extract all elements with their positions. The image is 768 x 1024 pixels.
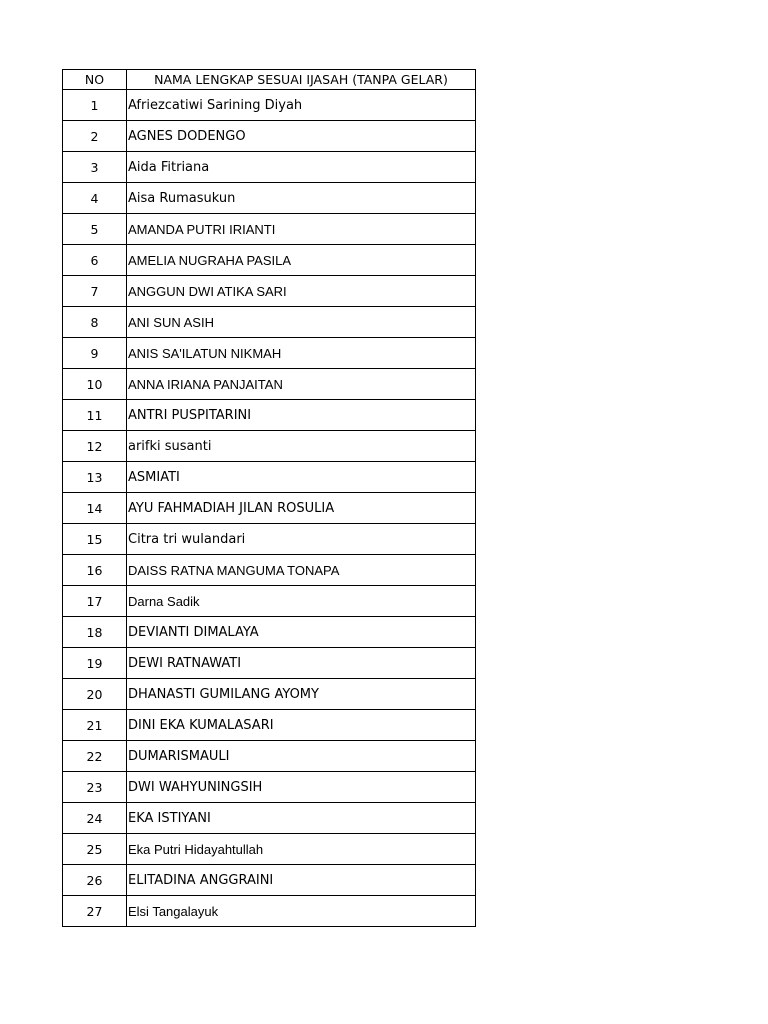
table-header xyxy=(63,70,476,90)
participant-name: DEWI RATNAWATI xyxy=(127,648,476,679)
table-row xyxy=(63,679,476,710)
row-number: 7 xyxy=(63,276,127,307)
participant-name: AMELIA NUGRAHA PASILA xyxy=(127,245,476,276)
table-row xyxy=(63,493,476,524)
row-number: 23 xyxy=(63,772,127,803)
participant-name: DUMARISMAULI xyxy=(127,741,476,772)
participant-name: Eka Putri Hidayahtullah xyxy=(127,834,476,865)
participant-name: ANNA IRIANA PANJAITAN xyxy=(127,369,476,400)
row-number: 20 xyxy=(63,679,127,710)
table-row xyxy=(63,152,476,183)
participant-name: ELITADINA ANGGRAINI xyxy=(127,865,476,896)
participant-name: DHANASTI GUMILANG AYOMY xyxy=(127,679,476,710)
row-number: 5 xyxy=(63,214,127,245)
row-number: 3 xyxy=(63,152,127,183)
participant-name: ANIS SA'ILATUN NIKMAH xyxy=(127,338,476,369)
table-row xyxy=(63,462,476,493)
table-row xyxy=(63,865,476,896)
row-number: 15 xyxy=(63,524,127,555)
table-row xyxy=(63,276,476,307)
row-number: 9 xyxy=(63,338,127,369)
participant-table xyxy=(62,69,476,927)
participant-name: DINI EKA KUMALASARI xyxy=(127,710,476,741)
table-row xyxy=(63,555,476,586)
table-row xyxy=(63,90,476,121)
participant-name: Darna Sadik xyxy=(127,586,476,617)
table-row xyxy=(63,431,476,462)
table-row xyxy=(63,245,476,276)
row-number: 14 xyxy=(63,493,127,524)
row-number: 26 xyxy=(63,865,127,896)
participant-name: ANGGUN DWI ATIKA SARI xyxy=(127,276,476,307)
participant-name: Aida Fitriana xyxy=(127,152,476,183)
header-no: NO xyxy=(63,70,127,90)
table-row xyxy=(63,648,476,679)
table-row xyxy=(63,183,476,214)
table-row xyxy=(63,214,476,245)
participant-name: DEVIANTI DIMALAYA xyxy=(127,617,476,648)
table-row xyxy=(63,121,476,152)
participant-name: ANI SUN ASIH xyxy=(127,307,476,338)
table-body xyxy=(63,90,476,927)
row-number: 25 xyxy=(63,834,127,865)
row-number: 27 xyxy=(63,896,127,927)
row-number: 2 xyxy=(63,121,127,152)
table-row xyxy=(63,524,476,555)
row-number: 10 xyxy=(63,369,127,400)
row-number: 11 xyxy=(63,400,127,431)
header-name: NAMA LENGKAP SESUAI IJASAH (TANPA GELAR) xyxy=(127,70,476,90)
row-number: 12 xyxy=(63,431,127,462)
table-row xyxy=(63,369,476,400)
row-number: 24 xyxy=(63,803,127,834)
table-row xyxy=(63,772,476,803)
row-number: 19 xyxy=(63,648,127,679)
table-row xyxy=(63,617,476,648)
participant-name: ASMIATI xyxy=(127,462,476,493)
row-number: 8 xyxy=(63,307,127,338)
participant-name: Afriezcatiwi Sarining Diyah xyxy=(127,90,476,121)
table-row xyxy=(63,307,476,338)
table-row xyxy=(63,710,476,741)
row-number: 18 xyxy=(63,617,127,648)
row-number: 21 xyxy=(63,710,127,741)
participant-name: arifki susanti xyxy=(127,431,476,462)
table-row xyxy=(63,400,476,431)
table-row xyxy=(63,896,476,927)
row-number: 17 xyxy=(63,586,127,617)
participant-name: Citra tri wulandari xyxy=(127,524,476,555)
row-number: 1 xyxy=(63,90,127,121)
header-row xyxy=(63,70,476,90)
row-number: 13 xyxy=(63,462,127,493)
row-number: 4 xyxy=(63,183,127,214)
row-number: 16 xyxy=(63,555,127,586)
participant-name: Elsi Tangalayuk xyxy=(127,896,476,927)
participant-name: DWI WAHYUNINGSIH xyxy=(127,772,476,803)
row-number: 22 xyxy=(63,741,127,772)
table-row xyxy=(63,834,476,865)
table-row xyxy=(63,586,476,617)
participant-name: EKA ISTIYANI xyxy=(127,803,476,834)
row-number: 6 xyxy=(63,245,127,276)
participant-name: Aisa Rumasukun xyxy=(127,183,476,214)
table-row xyxy=(63,741,476,772)
participant-name: AMANDA PUTRI IRIANTI xyxy=(127,214,476,245)
participant-name: AYU FAHMADIAH JILAN ROSULIA xyxy=(127,493,476,524)
participant-name: AGNES DODENGO xyxy=(127,121,476,152)
participant-name: ANTRI PUSPITARINI xyxy=(127,400,476,431)
table-row xyxy=(63,803,476,834)
table-row xyxy=(63,338,476,369)
participant-name: DAISS RATNA MANGUMA TONAPA xyxy=(127,555,476,586)
